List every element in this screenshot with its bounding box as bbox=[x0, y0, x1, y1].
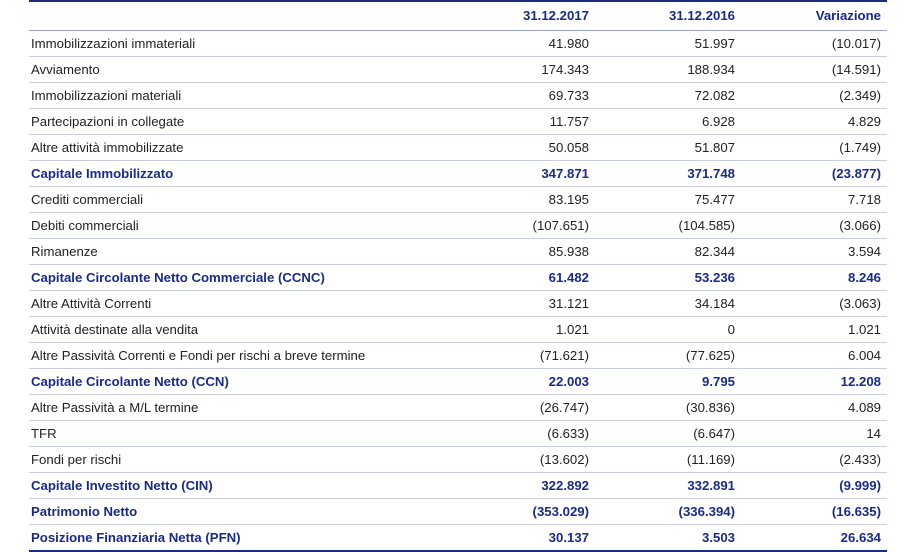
row-value-2017: (13.602) bbox=[449, 447, 595, 473]
table-row bbox=[29, 187, 887, 213]
row-label: Avviamento bbox=[29, 57, 449, 83]
row-value-variation: 4.089 bbox=[741, 395, 887, 421]
table-row bbox=[29, 421, 887, 447]
row-value-2016: 3.503 bbox=[595, 525, 741, 552]
row-value-2017: 22.003 bbox=[449, 369, 595, 395]
row-value-2016: 72.082 bbox=[595, 83, 741, 109]
row-value-variation: (2.433) bbox=[741, 447, 887, 473]
row-value-2016: 332.891 bbox=[595, 473, 741, 499]
row-value-2016: 188.934 bbox=[595, 57, 741, 83]
row-value-2016: 53.236 bbox=[595, 265, 741, 291]
row-value-variation: 12.208 bbox=[741, 369, 887, 395]
row-value-variation: 1.021 bbox=[741, 317, 887, 343]
row-value-2017: 41.980 bbox=[449, 31, 595, 57]
table-row bbox=[29, 135, 887, 161]
row-value-2016: 51.807 bbox=[595, 135, 741, 161]
row-value-variation: (23.877) bbox=[741, 161, 887, 187]
row-value-2017: (26.747) bbox=[449, 395, 595, 421]
row-value-2016: (30.836) bbox=[595, 395, 741, 421]
table-row bbox=[29, 239, 887, 265]
row-value-2016: (6.647) bbox=[595, 421, 741, 447]
row-value-2017: (353.029) bbox=[449, 499, 595, 525]
row-value-2017: 347.871 bbox=[449, 161, 595, 187]
row-value-2016: (336.394) bbox=[595, 499, 741, 525]
row-label: Rimanenze bbox=[29, 239, 449, 265]
column-header-label bbox=[29, 1, 449, 31]
row-label: Altre attività immobilizzate bbox=[29, 135, 449, 161]
row-value-variation: (1.749) bbox=[741, 135, 887, 161]
table-row bbox=[29, 213, 887, 239]
row-value-2016: 51.997 bbox=[595, 31, 741, 57]
row-label: Patrimonio Netto bbox=[29, 499, 449, 525]
table-row bbox=[29, 395, 887, 421]
table-row bbox=[29, 499, 887, 525]
table-row bbox=[29, 291, 887, 317]
row-value-2016: 82.344 bbox=[595, 239, 741, 265]
row-value-variation: 8.246 bbox=[741, 265, 887, 291]
table-row bbox=[29, 447, 887, 473]
row-value-variation: (10.017) bbox=[741, 31, 887, 57]
row-label: TFR bbox=[29, 421, 449, 447]
row-label: Posizione Finanziaria Netta (PFN) bbox=[29, 525, 449, 552]
row-value-variation: (2.349) bbox=[741, 83, 887, 109]
row-value-2016: 371.748 bbox=[595, 161, 741, 187]
row-label: Fondi per rischi bbox=[29, 447, 449, 473]
row-value-variation: (16.635) bbox=[741, 499, 887, 525]
row-label: Capitale Investito Netto (CIN) bbox=[29, 473, 449, 499]
row-label: Altre Passività Correnti e Fondi per rischi a breve termine bbox=[29, 343, 449, 369]
row-value-variation: 4.829 bbox=[741, 109, 887, 135]
table-header-row bbox=[29, 1, 887, 31]
row-label: Immobilizzazioni immateriali bbox=[29, 31, 449, 57]
row-value-2017: 85.938 bbox=[449, 239, 595, 265]
row-value-2016: 75.477 bbox=[595, 187, 741, 213]
table-row bbox=[29, 57, 887, 83]
row-value-2016: (11.169) bbox=[595, 447, 741, 473]
row-label: Capitale Circolante Netto (CCN) bbox=[29, 369, 449, 395]
column-header-variation: Variazione bbox=[741, 1, 887, 31]
table-row bbox=[29, 161, 887, 187]
table-row bbox=[29, 31, 887, 57]
table-row bbox=[29, 369, 887, 395]
row-value-2017: (107.651) bbox=[449, 213, 595, 239]
row-value-variation: 7.718 bbox=[741, 187, 887, 213]
row-value-2016: 0 bbox=[595, 317, 741, 343]
row-value-2017: 69.733 bbox=[449, 83, 595, 109]
column-header-2016: 31.12.2016 bbox=[595, 1, 741, 31]
row-value-2016: 34.184 bbox=[595, 291, 741, 317]
row-value-2017: 31.121 bbox=[449, 291, 595, 317]
row-value-variation: (3.066) bbox=[741, 213, 887, 239]
column-header-2017: 31.12.2017 bbox=[449, 1, 595, 31]
row-value-2017: (6.633) bbox=[449, 421, 595, 447]
table-row bbox=[29, 265, 887, 291]
table-row bbox=[29, 109, 887, 135]
row-value-2017: 30.137 bbox=[449, 525, 595, 552]
row-value-2017: 61.482 bbox=[449, 265, 595, 291]
row-value-2017: (71.621) bbox=[449, 343, 595, 369]
row-value-2016: 9.795 bbox=[595, 369, 741, 395]
table-header bbox=[29, 1, 887, 31]
row-label: Crediti commerciali bbox=[29, 187, 449, 213]
row-value-2016: (104.585) bbox=[595, 213, 741, 239]
row-value-2017: 1.021 bbox=[449, 317, 595, 343]
row-label: Capitale Immobilizzato bbox=[29, 161, 449, 187]
row-value-variation: (3.063) bbox=[741, 291, 887, 317]
row-value-variation: (9.999) bbox=[741, 473, 887, 499]
row-value-2016: (77.625) bbox=[595, 343, 741, 369]
row-value-2017: 174.343 bbox=[449, 57, 595, 83]
table-row bbox=[29, 83, 887, 109]
row-value-2017: 11.757 bbox=[449, 109, 595, 135]
row-value-variation: 6.004 bbox=[741, 343, 887, 369]
row-value-variation: 3.594 bbox=[741, 239, 887, 265]
financial-table bbox=[29, 0, 887, 552]
row-label: Immobilizzazioni materiali bbox=[29, 83, 449, 109]
table-row bbox=[29, 473, 887, 499]
row-label: Altre Attività Correnti bbox=[29, 291, 449, 317]
row-value-variation: 26.634 bbox=[741, 525, 887, 552]
row-value-2016: 6.928 bbox=[595, 109, 741, 135]
row-value-2017: 50.058 bbox=[449, 135, 595, 161]
row-value-2017: 83.195 bbox=[449, 187, 595, 213]
row-label: Attività destinate alla vendita bbox=[29, 317, 449, 343]
table-row bbox=[29, 343, 887, 369]
table-row bbox=[29, 525, 887, 552]
table-body bbox=[29, 31, 887, 552]
row-label: Debiti commerciali bbox=[29, 213, 449, 239]
row-label: Altre Passività a M/L termine bbox=[29, 395, 449, 421]
row-label: Capitale Circolante Netto Commerciale (CCNC) bbox=[29, 265, 449, 291]
row-value-variation: 14 bbox=[741, 421, 887, 447]
row-value-variation: (14.591) bbox=[741, 57, 887, 83]
row-value-2017: 322.892 bbox=[449, 473, 595, 499]
table-row bbox=[29, 317, 887, 343]
row-label: Partecipazioni in collegate bbox=[29, 109, 449, 135]
